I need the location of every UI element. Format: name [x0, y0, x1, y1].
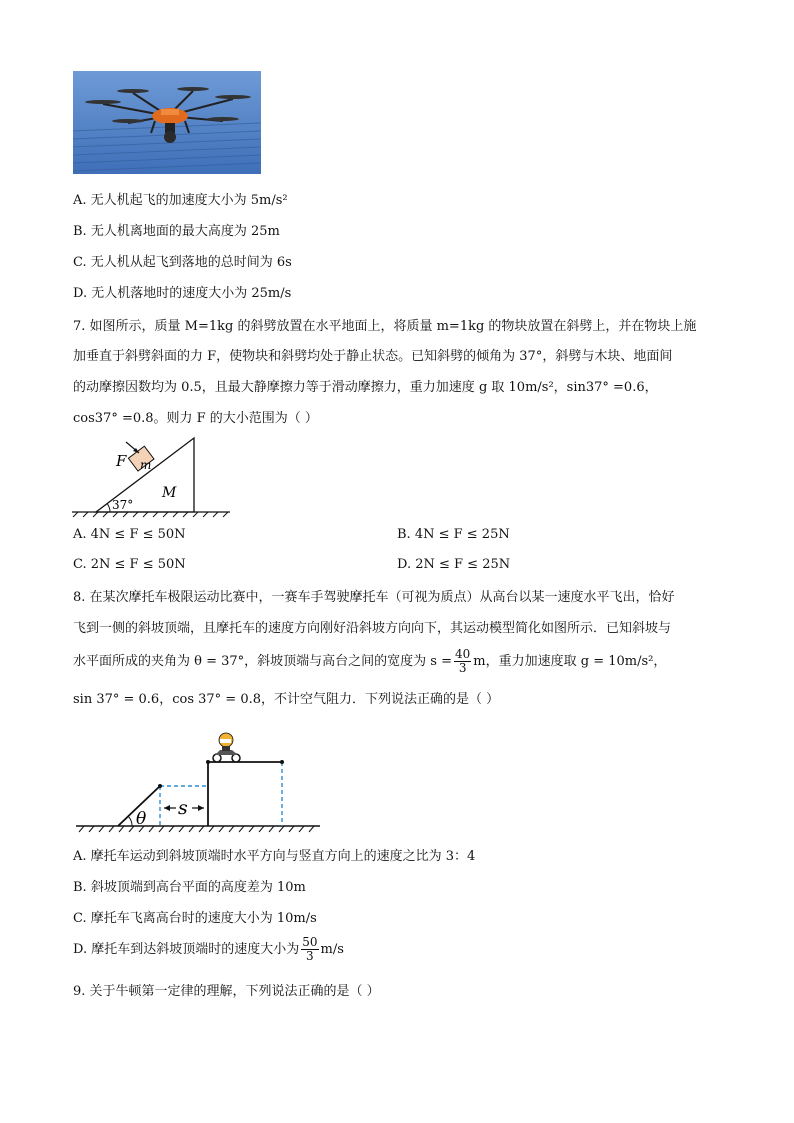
q7-option-b: B. 4N ≤ F ≤ 25N [397, 527, 510, 542]
q6-option-c: C. 无人机从起飞到落地的总时间为 6s [73, 255, 292, 270]
q7-label-m: m [140, 458, 152, 472]
q6-option-d: D. 无人机落地时的速度大小为 25m/s [73, 286, 292, 301]
q8-frac-den: 3 [458, 661, 467, 675]
q8-option-d-post: m/s [320, 942, 344, 957]
q7-stem-line-1: 7. 如图所示，质量 M=1kg 的斜劈放置在水平地面上，将质量 m=1kg 的物块放置在斜劈上，并在物块上施 [73, 319, 697, 334]
q7-stem-line-4: cos37° =0.8。则力 F 的大小范围为（ ） [73, 411, 318, 426]
q8-option-d-pre: D. 摩托车到达斜坡顶端时的速度大小为 [73, 942, 300, 957]
q7-option-a: A. 4N ≤ F ≤ 50N [73, 527, 186, 542]
q7-wedge-figure [70, 436, 232, 518]
q8-motorcycle-figure [74, 728, 322, 834]
q8-stem-line-4: sin 37° = 0.6，cos 37° = 0.8，不计空气阻力．下列说法正确的是（ ） [73, 692, 500, 707]
q6-option-b: B. 无人机离地面的最大高度为 25m [73, 224, 280, 239]
q8-stem-line-1: 8. 在某次摩托车极限运动比赛中，一赛车手驾驶摩托车（可视为质点）从高台以某一速度水平飞出，恰好 [73, 590, 675, 605]
q8-option-a: A. 摩托车运动到斜坡顶端时水平方向与竖直方向上的速度之比为 3：4 [73, 849, 476, 864]
motorcycle-icon [213, 733, 240, 762]
q8-line3-pre: 水平面所成的夹角为 θ = 37°，斜坡顶端与高台之间的宽度为 s = [73, 654, 452, 669]
q7-stem-line-3: 的动摩擦因数均为 0.5，且最大静摩擦力等于滑动摩擦力，重力加速度 g 取 10m/s²，sin37° =0.6， [73, 380, 658, 395]
q8-option-d [73, 935, 344, 965]
q7-label-f: F [116, 452, 127, 470]
q9-stem: 9. 关于牛顿第一定律的理解，下列说法正确的是（ ） [73, 984, 380, 999]
q8-optd-den: 3 [306, 949, 314, 963]
q8-option-b: B. 斜坡顶端到高台平面的高度差为 10m [73, 880, 306, 895]
q8-width-fraction [454, 648, 471, 675]
q8-stem-line-2: 飞到一侧的斜坡顶端，且摩托车的速度方向刚好沿斜坡方向向下，其运动模型简化如图所示．已知斜坡与 [73, 621, 672, 636]
q7-option-c: C. 2N ≤ F ≤ 50N [73, 557, 186, 572]
drone-photo [73, 71, 261, 174]
q7-option-d: D. 2N ≤ F ≤ 25N [397, 557, 511, 572]
q6-option-a: A. 无人机起飞的加速度大小为 5m/s² [73, 193, 288, 208]
q8-stem-line-3 [73, 648, 666, 675]
q7-label-big-m: M [162, 485, 177, 501]
q8-label-theta: θ [136, 809, 147, 829]
q8-option-c: C. 摩托车飞离高台时的速度大小为 10m/s [73, 911, 317, 926]
q8-line3-post: m，重力加速度取 g = 10m/s²， [473, 654, 667, 669]
q8-frac-num: 40 [455, 647, 471, 661]
q8-label-s: s [178, 797, 188, 819]
q8-optd-num: 50 [302, 935, 318, 949]
q8-option-d-fraction [301, 936, 318, 963]
q7-stem-line-2: 加垂直于斜劈斜面的力 F，使物块和斜劈均处于静止状态。已知斜劈的倾角为 37°，斜劈与木块、地面间 [73, 349, 673, 364]
q7-label-angle: 37° [112, 498, 134, 512]
